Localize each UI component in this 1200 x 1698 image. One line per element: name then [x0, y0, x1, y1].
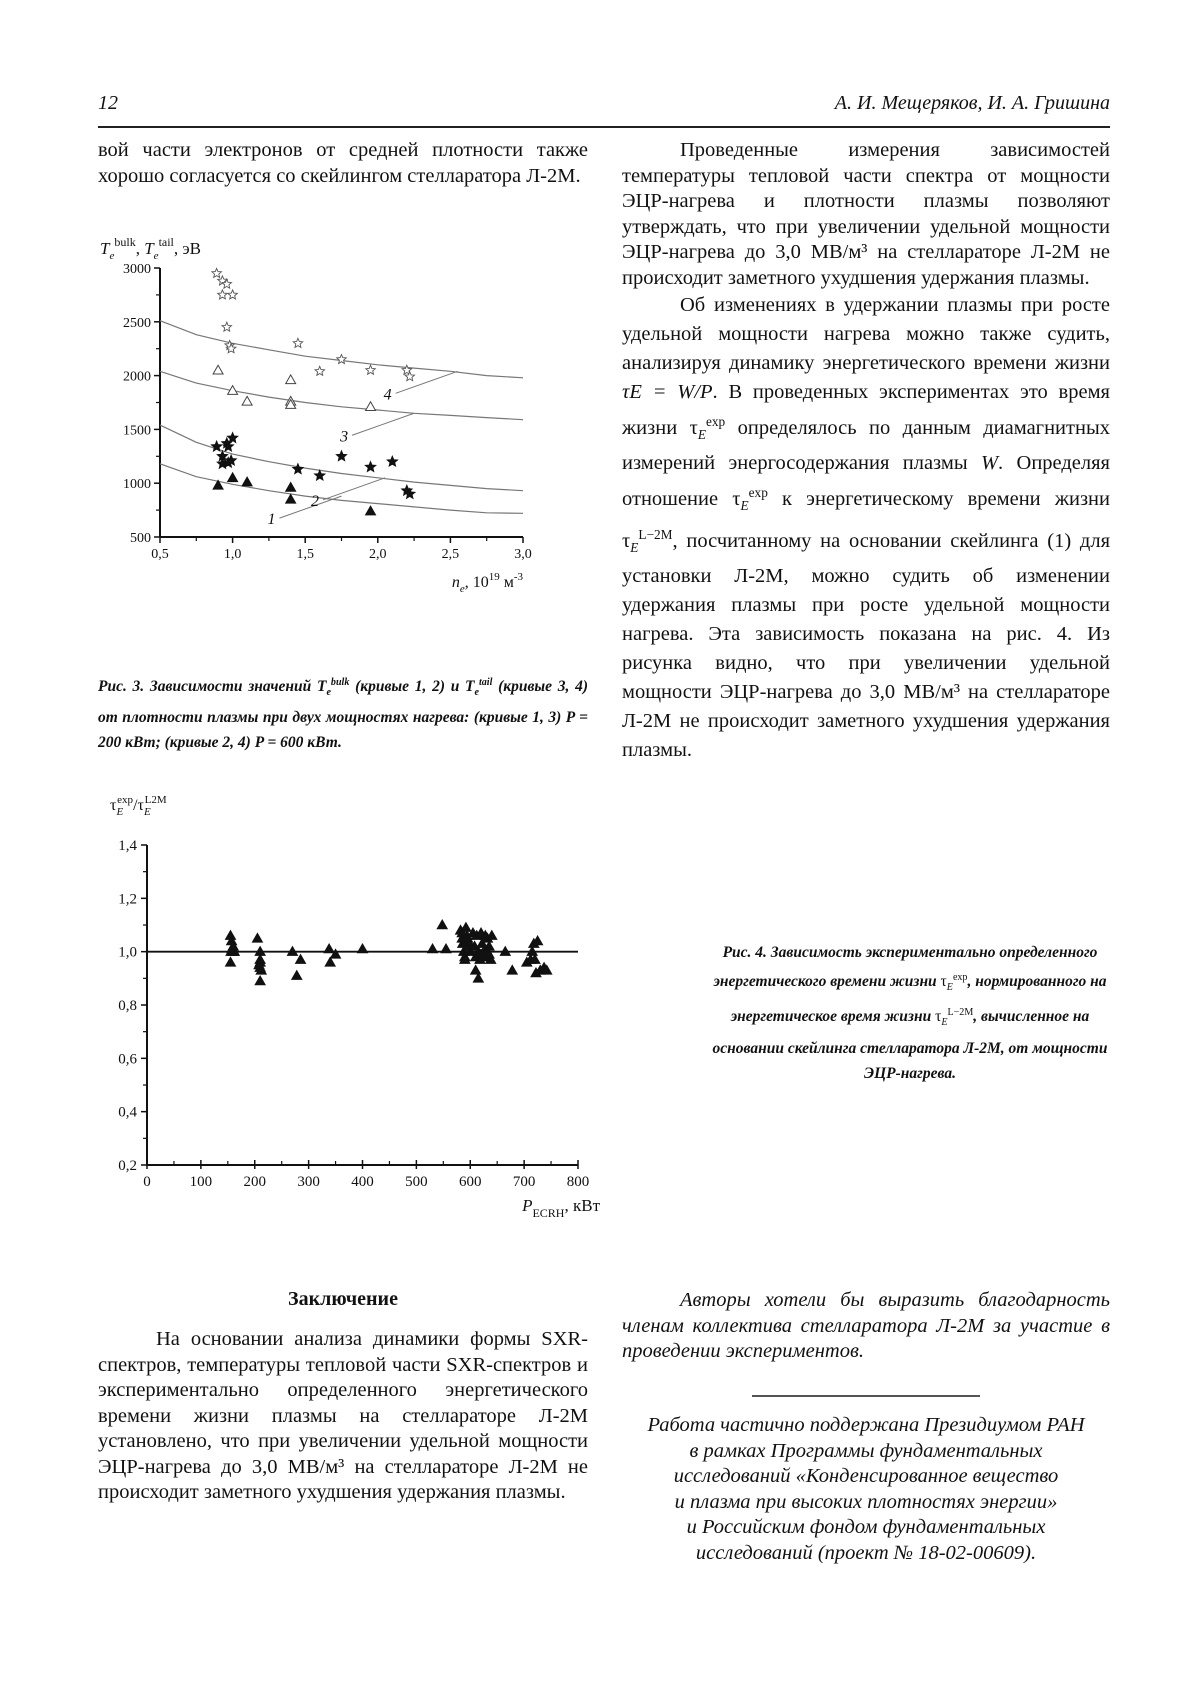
- data-point: [441, 944, 451, 953]
- caption-text: Рис. 4. Зависимость экспериментально определенного энергетического времени жизни: [713, 944, 1098, 991]
- data-point: [325, 957, 335, 966]
- left-continuation-text: [98, 138, 588, 189]
- x-axis-label: $n_e$, $10^{19}$ $м^{-3}$: [451, 571, 523, 595]
- paragraph: Авторы хотели бы выразить благодарность членам коллектива стелларатора Л-2М за участие в проведении экспериментов.: [622, 1289, 1110, 1362]
- x-tick-label: 200: [243, 1174, 266, 1190]
- x-tick-label: 700: [512, 1174, 536, 1190]
- paragraph: вой части электронов от средней плотности также хорошо согласуется со скейлингом стелларатора Л-2М.: [98, 139, 588, 187]
- funding-line: исследований (проект № 18-02-00609).: [695, 1541, 1037, 1564]
- symbol-T-tail: $T_e^{tail}$: [465, 677, 493, 699]
- data-point: [507, 965, 517, 974]
- data-point: [315, 366, 325, 375]
- data-point: [292, 971, 302, 980]
- data-point: [222, 322, 232, 331]
- funding-line: и Российским фондом фундаментальных: [686, 1516, 1046, 1538]
- x-axis-label: $P_{ECRH}$, кВт: [522, 1196, 600, 1220]
- symbol-tau-L2M: $\tau_E^{L-2M}$: [622, 526, 673, 555]
- data-point: [315, 470, 326, 480]
- x-tick-label: 1,0: [223, 547, 242, 562]
- fit-curve-3: [160, 371, 523, 419]
- symbol-tau-exp: $\tau_E^{exp}$: [689, 414, 726, 442]
- x-tick-label: 0,5: [151, 547, 169, 562]
- data-point: [366, 506, 376, 515]
- curve-label-3: 3: [340, 428, 349, 446]
- y-tick-label: 2000: [123, 369, 151, 385]
- data-point: [387, 456, 398, 466]
- data-point: [228, 473, 238, 482]
- data-point: [366, 402, 376, 411]
- paragraph: На основании анализа динамики формы SXR-спектров, температуры тепловой части SXR-спектров и экспериментально определенного энергетического времени жизни плазмы на стеллараторе Л-2М установлено, что при увеличении удельной мощности ЭЦР-нагрева до 3,0 МВ/м³ на стеллараторе Л-2М не происходит заметного ухудшения удержания плазмы.: [98, 1328, 588, 1503]
- paragraph: Об изменениях в удержании плазмы при росте удельной мощности нагрева можно также судить, анализируя динамику энергетического времени жизни τE = W/P. В проведенных экспериментах это время жизни $\tau_E^{exp}$ определялось по данным диамагнитных измерений энергосодержания плазмы W. Определяя отношение $\tau_E^{exp}$ к энергетическому времени жизни $\tau_E^{L-2M}$, посчитанному на основании скейлинга (1) для установки Л-2М, можно судить об изменении удержания плазмы при росте удельной мощности нагрева. Эта зависимость показана на рис. 4. Из рисунка видно, что при увеличении удельной мощности ЭЦР-нагрева до 3,0 МВ/м³ на стеллараторе Л-2М не происходит заметного ухудшения удержания плазмы.: [622, 294, 1110, 761]
- data-point: [242, 477, 252, 486]
- running-header-authors: А. И. Мещеряков, И. А. Гришина: [834, 92, 1110, 114]
- funding-line: и плазма при высоких плотностях энергии»: [674, 1490, 1058, 1513]
- formula-tauE: τE = W/P: [622, 381, 713, 403]
- y-tick-label: 1000: [123, 477, 151, 493]
- curve-label-2: 2: [311, 492, 320, 510]
- data-point: [255, 976, 265, 985]
- data-point: [336, 451, 346, 461]
- curve-label-4: 4: [383, 386, 392, 404]
- curve-leader-line: [352, 413, 414, 435]
- y-tick-label: 1500: [123, 423, 151, 439]
- figure-4-chart: [100, 790, 680, 1220]
- x-tick-label: 3,0: [514, 547, 532, 562]
- symbol-tau-exp: $\tau_E^{exp}$: [940, 972, 968, 994]
- figure-3-caption: [98, 670, 588, 755]
- x-tick-label: 800: [566, 1174, 590, 1190]
- curve-label-1: 1: [267, 511, 276, 529]
- y-tick-label: 0,8: [118, 998, 137, 1014]
- y-tick-label: 0,4: [118, 1104, 137, 1121]
- symbol-tau-L2M: $\tau_E^{L-2M}$: [935, 1007, 974, 1029]
- caption-text: , вычисленное на основании скейлинга стелларатора Л-2М, от мощности ЭЦР-нагрева.: [712, 1008, 1108, 1082]
- data-point: [242, 396, 252, 405]
- y-axis-label: $\tau_E\exp/\tau_EL2M$: [110, 794, 167, 818]
- x-tick-label: 2,5: [441, 547, 460, 562]
- header-rule: [98, 126, 1110, 128]
- symbol-T-bulk: $T_e^{bulk}$: [316, 677, 350, 699]
- data-point: [324, 944, 334, 953]
- page-number: 12: [98, 92, 118, 114]
- data-point: [473, 973, 483, 982]
- data-point: [228, 290, 238, 299]
- data-point: [286, 483, 296, 492]
- caption-text: (кривые 3, 4) от плотности плазмы при двух мощностях нагрева: (кривые 1, 3) P = 200 кВт; (кривые 2, 4) P = 600 кВт.: [98, 678, 588, 752]
- data-point: [226, 957, 236, 966]
- data-point: [252, 933, 262, 942]
- fit-curve-4: [160, 321, 523, 378]
- data-point: [227, 433, 237, 443]
- x-tick-label: 600: [459, 1174, 482, 1190]
- symbol-tau-exp: $\tau_E^{exp}$: [732, 484, 768, 513]
- y-tick-label: 1,4: [118, 838, 137, 854]
- data-point: [293, 338, 303, 347]
- curve-leader-line: [396, 371, 458, 393]
- x-tick-label: 1,5: [296, 547, 314, 562]
- data-point: [286, 375, 296, 384]
- x-tick-label: 2,0: [369, 547, 387, 562]
- y-tick-label: 0,2: [118, 1158, 137, 1174]
- data-point: [293, 464, 304, 474]
- data-point: [358, 944, 368, 953]
- x-tick-label: 100: [189, 1174, 213, 1190]
- figure-3-chart: [98, 235, 598, 650]
- data-point: [218, 290, 228, 299]
- data-point: [428, 944, 438, 953]
- caption-text: , нормированного на энергетическое время жизни: [730, 973, 1107, 1026]
- y-tick-label: 0,6: [118, 1051, 137, 1068]
- caption-text: (кривые 1, 2) и: [349, 678, 466, 696]
- data-point: [286, 494, 296, 503]
- x-tick-label: 400: [351, 1174, 374, 1190]
- funding-line: Работа частично поддержана Президиумом РАН: [647, 1414, 1085, 1436]
- y-tick-label: 500: [130, 531, 151, 546]
- funding-line: в рамках Программы фундаментальных: [689, 1439, 1043, 1462]
- data-point: [366, 365, 376, 374]
- y-tick-label: 1,0: [118, 944, 137, 961]
- x-tick-label: 0: [143, 1174, 151, 1190]
- data-point: [296, 955, 306, 964]
- funding-note: [622, 1413, 1110, 1566]
- data-point: [471, 965, 481, 974]
- data-point: [213, 365, 223, 374]
- x-tick-label: 500: [405, 1174, 428, 1190]
- data-point: [365, 462, 376, 472]
- acknowledgement: [622, 1288, 1110, 1365]
- separator-rule: [752, 1395, 980, 1397]
- conclusion-text: [98, 1327, 588, 1506]
- y-tick-label: 3000: [123, 262, 151, 277]
- caption-text: Рис. 3. Зависимости значений: [98, 678, 317, 696]
- right-column-text: [622, 138, 1110, 765]
- curve-leader-line: [323, 478, 385, 500]
- data-point: [437, 920, 447, 929]
- conclusion-heading: Заключение: [288, 1288, 398, 1310]
- y-tick-label: 2500: [123, 315, 151, 331]
- data-point: [337, 355, 347, 364]
- x-tick-label: 300: [297, 1174, 320, 1190]
- paragraph: Проведенные измерения зависимостей температуры тепловой части спектра от мощности ЭЦР-нагрева и плотности плазмы позволяют утверждать, что при увеличении удельной мощности ЭЦР-нагрева до 3,0 МВ/м³ на стеллараторе Л-2М не происходит заметного ухудшения удержания плазмы.: [622, 139, 1110, 289]
- y-axis-label: $T_e^{bulk}$, $T_e^{tail}$, эВ: [100, 235, 202, 262]
- figure-4-caption: [700, 940, 1120, 1086]
- funding-line: исследований «Конденсированное вещество: [673, 1465, 1059, 1487]
- data-point: [212, 268, 222, 277]
- y-tick-label: 1,2: [118, 891, 137, 908]
